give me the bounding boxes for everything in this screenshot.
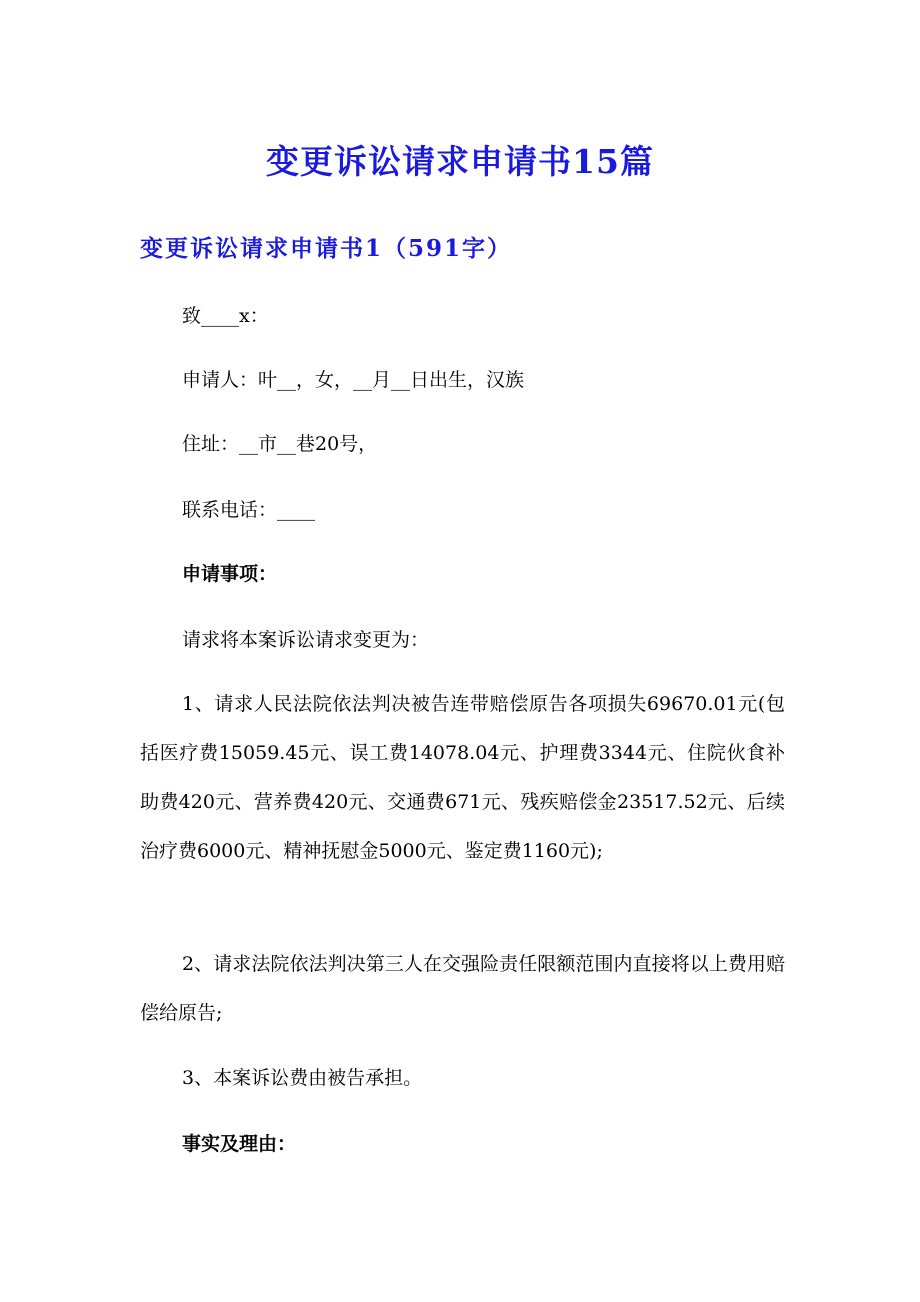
request-item-2: 2、请求法院依法判决第三人在交强险责任限额范围内直接将以上费用赔偿给原告;	[140, 953, 785, 1024]
request-items-heading: 申请事项：	[182, 563, 278, 585]
applicant-line: 申请人：叶__，女，__月__日出生，汉族	[182, 369, 525, 391]
request-intro: 请求将本案诉讼请求变更为：	[182, 629, 430, 651]
request-item-3: 3、本案诉讼费由被告承担。	[182, 1067, 423, 1089]
phone-line: 联系电话：____	[182, 499, 316, 521]
addressee-line: 致____x：	[182, 305, 269, 327]
facts-reasons-heading: 事实及理由：	[182, 1133, 297, 1155]
address-line: 住址：__市__巷20号，	[182, 433, 378, 455]
section-title: 变更诉讼请求申请书1（591字）	[140, 235, 513, 262]
document-title: 变更诉讼请求申请书15篇	[266, 142, 654, 181]
request-item-1: 1、请求人民法院依法判决被告连带赔偿原告各项损失69670.01元(包括医疗费15059.45元、误工费14078.04元、护理费3344元、住院伙食补助费420元、营养费420元、交通费671元、残疾赔偿金23517.52元、后续治疗费6000元、精神抚慰金5000元、鉴定费1160元);	[140, 693, 785, 862]
